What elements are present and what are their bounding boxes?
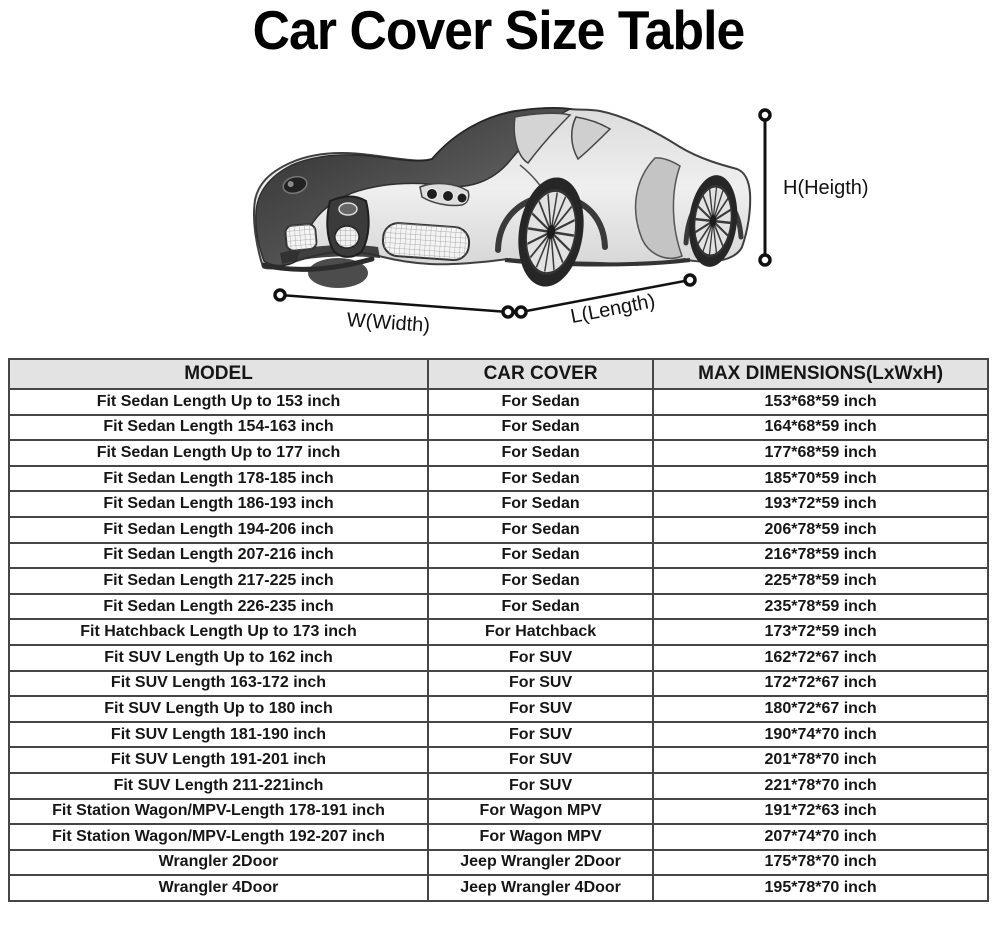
badge-icon (339, 203, 357, 215)
cell-car-cover: For Sedan (428, 415, 653, 441)
height-dimension (760, 110, 869, 265)
cell-model: Fit Sedan Length 178-185 inch (9, 466, 428, 492)
cell-max-dimensions: 195*78*70 inch (653, 875, 988, 901)
main-intake-grille (382, 222, 470, 261)
cell-car-cover: Jeep Wrangler 4Door (428, 875, 653, 901)
left-intake-grille (285, 224, 317, 252)
table-row (9, 440, 988, 466)
cell-max-dimensions: 173*72*59 inch (653, 619, 988, 645)
cell-max-dimensions: 162*72*67 inch (653, 645, 988, 671)
table-row (9, 722, 988, 748)
cell-max-dimensions: 191*72*63 inch (653, 799, 988, 825)
cell-car-cover: For Wagon MPV (428, 799, 653, 825)
cell-max-dimensions: 225*78*59 inch (653, 568, 988, 594)
height-label: H(Heigth) (783, 177, 869, 199)
cell-model: Fit Sedan Length Up to 177 inch (9, 440, 428, 466)
cell-model: Fit Sedan Length 186-193 inch (9, 491, 428, 517)
length-label: L(Length) (568, 290, 657, 329)
cell-car-cover: For Sedan (428, 466, 653, 492)
car-illustration (0, 95, 997, 347)
cell-car-cover: For Wagon MPV (428, 824, 653, 850)
cell-max-dimensions: 221*78*70 inch (653, 773, 988, 799)
cell-car-cover: For SUV (428, 722, 653, 748)
table-row (9, 594, 988, 620)
table-row (9, 415, 988, 441)
cell-car-cover: For SUV (428, 671, 653, 697)
table-row (9, 619, 988, 645)
table-row (9, 671, 988, 697)
cell-car-cover: For Sedan (428, 568, 653, 594)
cell-model: Fit SUV Length 191-201 inch (9, 747, 428, 773)
cell-model: Fit Station Wagon/MPV-Length 192-207 inch (9, 824, 428, 850)
cell-car-cover: For SUV (428, 696, 653, 722)
cell-max-dimensions: 175*78*70 inch (653, 850, 988, 876)
cell-car-cover: For Sedan (428, 594, 653, 620)
cell-max-dimensions: 201*78*70 inch (653, 747, 988, 773)
width-label: W(Width) (346, 309, 431, 337)
cell-max-dimensions: 185*70*59 inch (653, 466, 988, 492)
cell-model: Fit Sedan Length 217-225 inch (9, 568, 428, 594)
cell-max-dimensions: 193*72*59 inch (653, 491, 988, 517)
cell-car-cover: For Hatchback (428, 619, 653, 645)
cell-car-cover: For Sedan (428, 389, 653, 415)
horseshoe-grille (327, 197, 368, 257)
cell-model: Fit SUV Length 211-221inch (9, 773, 428, 799)
table-row (9, 850, 988, 876)
table-row (9, 799, 988, 825)
cell-model: Fit SUV Length Up to 162 inch (9, 645, 428, 671)
cell-model: Fit Sedan Length Up to 153 inch (9, 389, 428, 415)
page-title: Car Cover Size Table (252, 0, 745, 61)
cell-model: Fit Station Wagon/MPV-Length 178-191 inch (9, 799, 428, 825)
car-dimension-diagram (0, 95, 997, 347)
header-row (9, 359, 988, 389)
cell-car-cover: For Sedan (428, 517, 653, 543)
cell-max-dimensions: 180*72*67 inch (653, 696, 988, 722)
table-row (9, 568, 988, 594)
table-row (9, 517, 988, 543)
cell-model: Wrangler 2Door (9, 850, 428, 876)
column-header-max-dimensions: MAX DIMENSIONS(LxWxH) (653, 359, 988, 389)
table-row (9, 875, 988, 901)
table-row (9, 389, 988, 415)
cell-max-dimensions: 177*68*59 inch (653, 440, 988, 466)
table-row (9, 824, 988, 850)
table-row (9, 466, 988, 492)
size-table (8, 358, 989, 902)
cell-max-dimensions: 216*78*59 inch (653, 543, 988, 569)
cell-model: Fit Sedan Length 207-216 inch (9, 543, 428, 569)
cell-model: Fit Hatchback Length Up to 173 inch (9, 619, 428, 645)
cell-car-cover: For SUV (428, 747, 653, 773)
cell-model: Fit Sedan Length 154-163 inch (9, 415, 428, 441)
cell-max-dimensions: 207*74*70 inch (653, 824, 988, 850)
cell-car-cover: For Sedan (428, 491, 653, 517)
width-dimension (275, 290, 513, 337)
cell-model: Fit Sedan Length 226-235 inch (9, 594, 428, 620)
cell-model: Fit SUV Length 181-190 inch (9, 722, 428, 748)
cell-max-dimensions: 153*68*59 inch (653, 389, 988, 415)
cell-max-dimensions: 190*74*70 inch (653, 722, 988, 748)
cell-car-cover: For Sedan (428, 543, 653, 569)
column-header-car-cover: CAR COVER (428, 359, 653, 389)
cell-max-dimensions: 235*78*59 inch (653, 594, 988, 620)
cell-max-dimensions: 206*78*59 inch (653, 517, 988, 543)
cell-model: Wrangler 4Door (9, 875, 428, 901)
cell-max-dimensions: 164*68*59 inch (653, 415, 988, 441)
table-row (9, 491, 988, 517)
column-header-model: MODEL (9, 359, 428, 389)
table-row (9, 773, 988, 799)
cell-model: Fit SUV Length Up to 180 inch (9, 696, 428, 722)
table-row (9, 543, 988, 569)
cell-car-cover: For Sedan (428, 440, 653, 466)
cell-max-dimensions: 172*72*67 inch (653, 671, 988, 697)
cell-car-cover: For SUV (428, 773, 653, 799)
cell-model: Fit SUV Length 163-172 inch (9, 671, 428, 697)
table-row (9, 747, 988, 773)
size-table-body (9, 389, 988, 901)
table-row (9, 645, 988, 671)
cell-car-cover: For SUV (428, 645, 653, 671)
cell-model: Fit Sedan Length 194-206 inch (9, 517, 428, 543)
table-row (9, 696, 988, 722)
cell-car-cover: Jeep Wrangler 2Door (428, 850, 653, 876)
